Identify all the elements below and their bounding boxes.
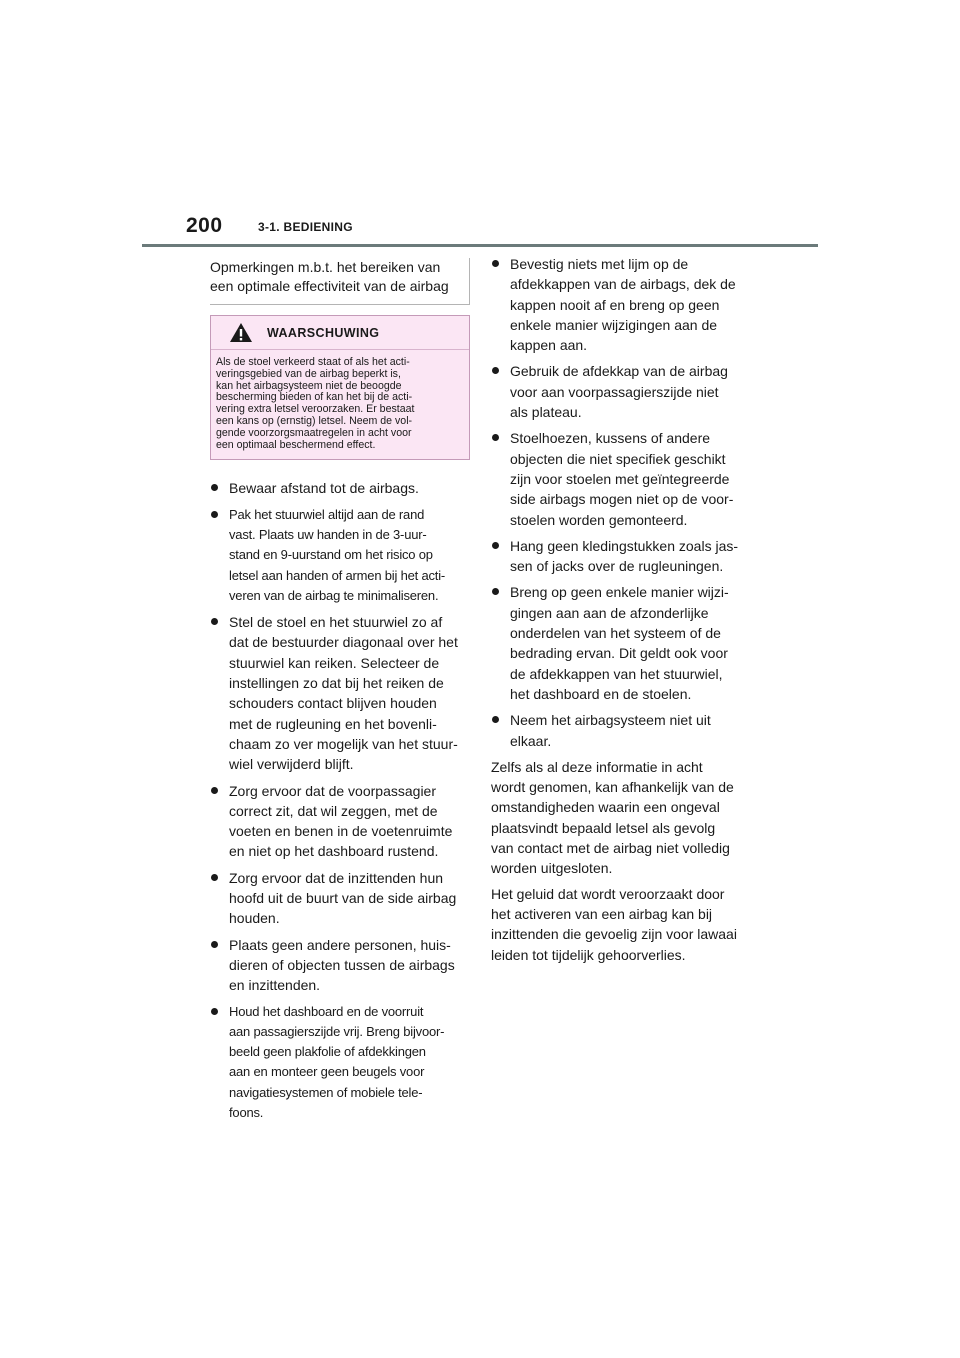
- bullet-dot-icon: [492, 260, 499, 267]
- bullet-item: [491, 254, 747, 355]
- topic-line-1: Opmerkingen m.b.t. het bereiken van: [210, 259, 441, 275]
- bullet-item: [491, 361, 747, 422]
- bullet-line: kappen nooit af en breng op geen: [510, 296, 720, 313]
- bullet-line: schouders contact blijven houden: [229, 695, 437, 712]
- left-bullet-list: [210, 478, 470, 1123]
- bullet-line: Bevestig niets met lijm op de: [510, 256, 689, 272]
- topic-line-2: een optimale effectiviteit van de airbag: [210, 278, 449, 294]
- bullet-line: voor aan voorpassagierszijde niet: [510, 383, 719, 400]
- bullet-line: en inzittenden.: [229, 977, 321, 994]
- header-rule: [142, 244, 818, 247]
- bullet-dot-icon: [211, 787, 218, 794]
- bullet-line: aan passagierszijde vrij. Breng bijvoor-: [229, 1023, 445, 1039]
- bullet-dot-icon: [211, 941, 218, 948]
- bullet-dot-icon: [211, 618, 218, 625]
- bullet-line: sen of jacks over de rugleuningen.: [510, 558, 724, 575]
- warning-line: gende voorzorgsmaatregelen in acht voor: [216, 426, 412, 439]
- bullet-dot-icon: [211, 1008, 218, 1015]
- bullet-item: [210, 1002, 470, 1124]
- bullet-dot-icon: [492, 434, 499, 441]
- bullet-line: instellingen zo dat bij het reiken de: [229, 675, 444, 692]
- bullet-item: [210, 478, 470, 498]
- bullet-line: vast. Plaats uw handen in de 3-uur-: [229, 526, 427, 542]
- bullet-line: en niet op het dashboard rustend.: [229, 843, 439, 860]
- bullet-line: de afdekkappen van het stuurwiel,: [510, 665, 723, 682]
- body-paragraphs: [491, 757, 747, 965]
- bullet-item: [210, 935, 470, 996]
- bullet-line: stoelen worden gemonteerd.: [510, 511, 688, 528]
- warning-line: veringsgebied van de airbag beperkt is,: [216, 367, 401, 380]
- warning-line: kan het airbagsysteem niet de beoogde: [216, 379, 402, 392]
- section-title: 3-1. BEDIENING: [258, 220, 353, 234]
- bullet-line: hoofd uit de buurt van de side airbag: [229, 890, 457, 907]
- bullet-line: het dashboard en de stoelen.: [510, 685, 692, 702]
- paragraph-line: van contact met de airbag niet volledig: [491, 840, 730, 857]
- bullet-line: correct zit, dat wil zeggen, met de: [229, 802, 438, 819]
- bullet-line: foons.: [229, 1104, 264, 1120]
- bullet-line: Zorg ervoor dat de voorpassagier: [229, 782, 436, 799]
- bullet-line: Plaats geen andere personen, huis-: [229, 936, 451, 953]
- paragraph-line: plaatsvindt bepaald letsel als gevolg: [491, 819, 716, 836]
- bullet-line: met de rugleuning en het bovenli-: [229, 715, 437, 732]
- warning-line: bescherming bieden of kan het bij de acti-: [216, 391, 413, 404]
- bullet-line: Gebruik de afdekkap van de airbag: [510, 363, 728, 380]
- left-column: [210, 258, 470, 1129]
- bullet-line: side airbags mogen niet op de voor-: [510, 491, 734, 508]
- bullet-item: [210, 868, 470, 929]
- bullet-dot-icon: [211, 874, 218, 881]
- topic-heading: [210, 258, 470, 305]
- bullet-line: elkaar.: [510, 732, 552, 749]
- warning-line: een kans op (ernstig) letsel. Neem de vol-: [216, 414, 413, 427]
- paragraph-line: wordt genomen, kan afhankelijk van de: [491, 779, 734, 796]
- bullet-line: wiel verwijderd blijft.: [229, 756, 354, 773]
- bullet-item: [210, 612, 470, 774]
- paragraph-line: het activeren van een airbag kan bij: [491, 905, 713, 922]
- bullet-line: letsel aan handen of armen bij het acti-: [229, 567, 446, 583]
- bullet-item: [491, 428, 747, 529]
- bullet-line: Stel de stoel en het stuurwiel zo af: [229, 614, 443, 631]
- bullet-line: navigatiesystemen of mobiele tele-: [229, 1084, 423, 1100]
- paragraph-line: inzittenden die gevoelig zijn voor lawaai: [491, 926, 737, 943]
- bullet-line: Stoelhoezen, kussens of andere: [510, 430, 711, 447]
- bullet-item: [491, 582, 747, 704]
- bullet-dot-icon: [492, 588, 499, 595]
- warning-text: [211, 350, 469, 459]
- paragraph-line: worden uitgesloten.: [491, 860, 613, 877]
- bullet-line: chaam zo ver mogelijk van het stuur-: [229, 735, 458, 752]
- warning-triangle-icon: [229, 322, 253, 343]
- bullet-dot-icon: [492, 367, 499, 374]
- bullet-item: [210, 781, 470, 862]
- bullet-line: dieren of objecten tussen de airbags: [229, 956, 455, 973]
- warning-title: WAARSCHUWING: [267, 325, 380, 340]
- bullet-line: als plateau.: [510, 404, 582, 421]
- bullet-line: onderdelen van het systeem of de: [510, 625, 721, 642]
- paragraph: [491, 884, 747, 965]
- bullet-line: Zorg ervoor dat de inzittenden hun: [229, 869, 444, 886]
- warning-line: vering extra letsel veroorzaken. Er bestaat: [216, 403, 415, 416]
- bullet-line: kappen aan.: [510, 337, 588, 354]
- bullet-line: veren van de airbag te minimaliseren.: [229, 587, 439, 603]
- bullet-line: gingen aan aan de afzonderlijke: [510, 604, 709, 621]
- bullet-line: voeten en benen in de voetenruimte: [229, 823, 453, 840]
- bullet-line: stuurwiel kan reiken. Selecteer de: [229, 654, 440, 671]
- bullet-line: enkele manier wijzigingen aan de: [510, 316, 718, 333]
- bullet-line: zijn voor stoelen met geïntegreerde: [510, 470, 730, 487]
- right-bullet-list: [491, 254, 747, 751]
- bullet-line: afdekkappen van de airbags, dek de: [510, 276, 736, 293]
- bullet-dot-icon: [492, 716, 499, 723]
- bullet-line: dat de bestuurder diagonaal over het: [229, 634, 458, 651]
- warning-line: Als de stoel verkeerd staat of als het acti-: [216, 356, 410, 368]
- bullet-line: Breng op geen enkele manier wijzi-: [510, 584, 729, 601]
- bullet-line: houden.: [229, 910, 280, 927]
- right-column: [491, 254, 747, 970]
- bullet-line: Neem het airbagsysteem niet uit: [510, 712, 711, 729]
- bullet-item: [491, 710, 747, 751]
- bullet-line: stand en 9-uurstand om het risico op: [229, 547, 433, 563]
- bullet-item: [491, 536, 747, 577]
- paragraph-line: omstandigheden waarin een ongeval: [491, 799, 720, 816]
- page-number: 200: [186, 214, 223, 237]
- paragraph-line: Het geluid dat wordt veroorzaakt door: [491, 885, 725, 902]
- bullet-line: Pak het stuurwiel altijd aan de rand: [229, 506, 425, 522]
- bullet-line: Houd het dashboard en de voorruit: [229, 1003, 424, 1019]
- bullet-dot-icon: [211, 484, 218, 491]
- bullet-item: [210, 505, 470, 606]
- bullet-line: beeld geen plakfolie of afdekkingen: [229, 1044, 426, 1060]
- paragraph-line: leiden tot tijdelijk gehoorverlies.: [491, 946, 686, 963]
- paragraph: [491, 757, 747, 879]
- bullet-line: Bewaar afstand tot de airbags.: [229, 480, 419, 497]
- warning-box: [210, 315, 470, 460]
- bullet-dot-icon: [492, 542, 499, 549]
- warning-line: een optimaal beschermend effect.: [216, 438, 376, 451]
- warning-header: [211, 316, 469, 350]
- bullet-dot-icon: [211, 511, 218, 518]
- paragraph-line: Zelfs als al deze informatie in acht: [491, 758, 703, 775]
- bullet-line: bedrading ervan. Dit geldt ook voor: [510, 645, 728, 662]
- bullet-line: aan en monteer geen beugels voor: [229, 1064, 425, 1080]
- bullet-line: objecten die niet specifiek geschikt: [510, 450, 726, 467]
- bullet-line: Hang geen kledingstukken zoals jas-: [510, 537, 739, 554]
